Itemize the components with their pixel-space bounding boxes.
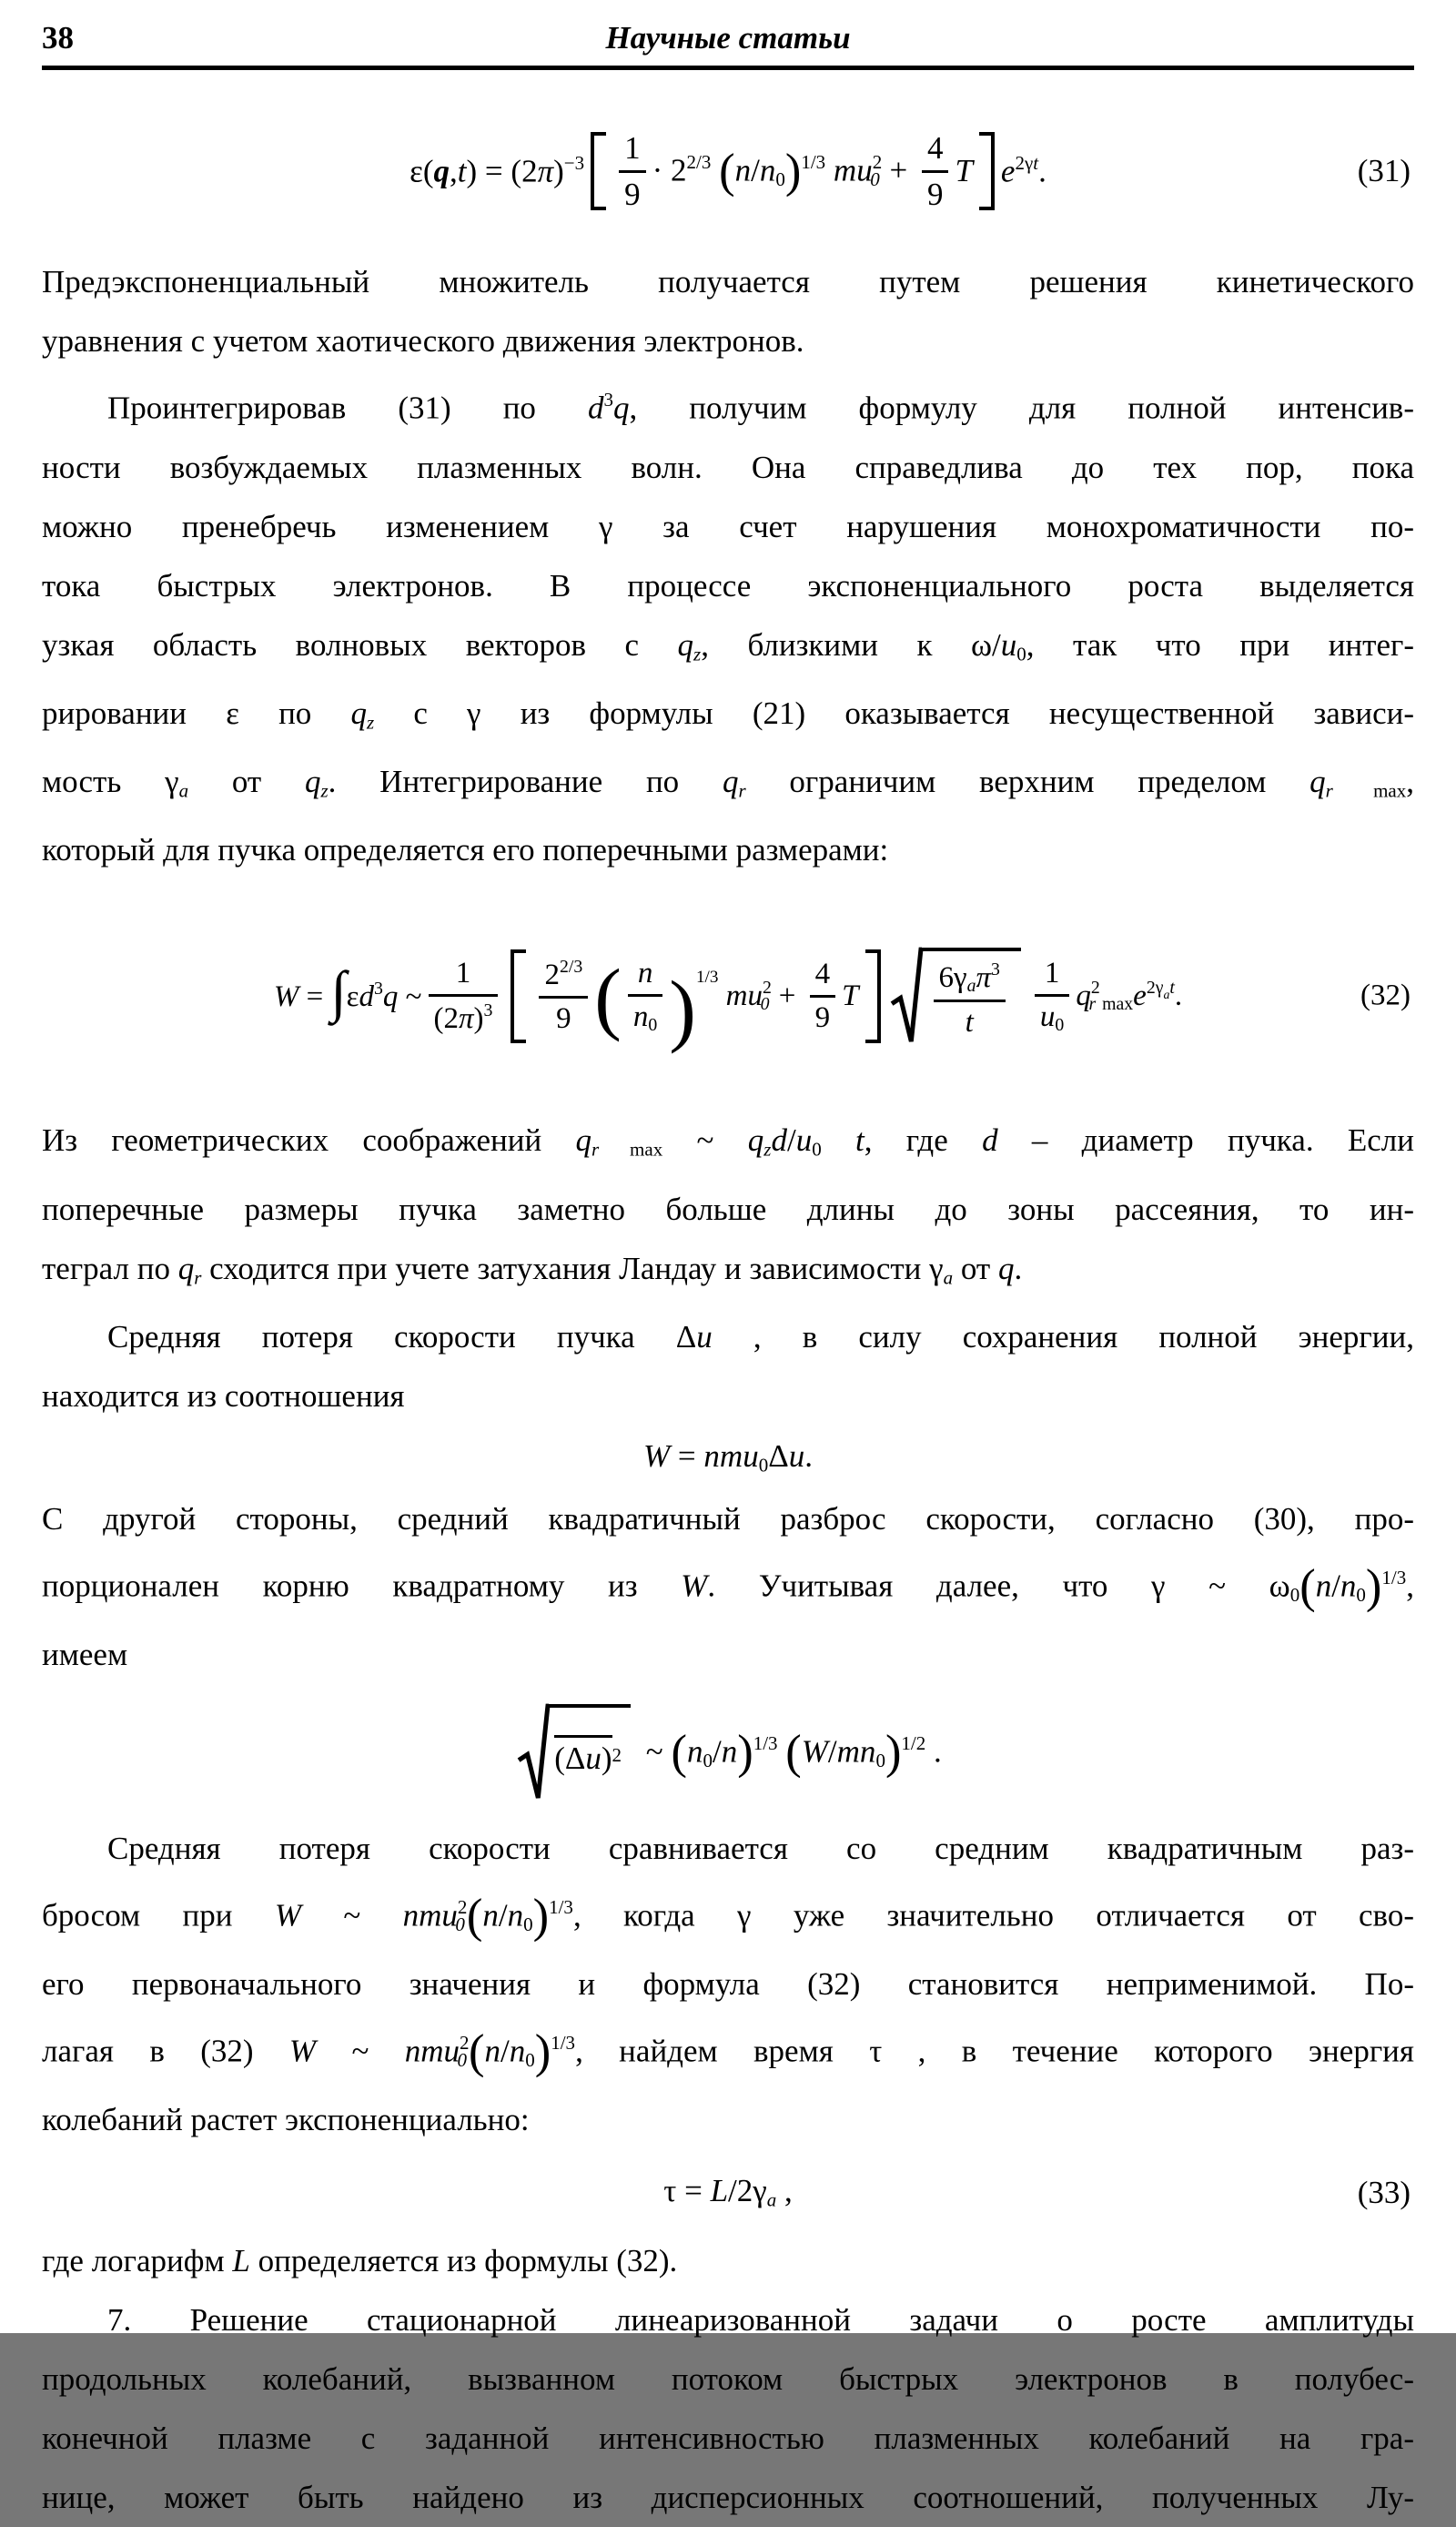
equation-number-32: (32) <box>1360 979 1410 1012</box>
text-line: С другой стороны, средний квадратичный разброс скорости, согласно (30), про- <box>42 1500 1414 1537</box>
equation-momentum-body <box>643 1438 813 1477</box>
text-line: Проинтегрировав (31) по $d^3q$, получим формулу для полной интенсив- <box>107 389 1414 426</box>
fraction-1-9 <box>619 130 646 211</box>
text-line: колебаний растет экспоненциально: <box>42 2101 530 2137</box>
equation-rms-body <box>514 1704 942 1801</box>
text-line: уравнения с учетом хаотического движения электронов. <box>42 323 804 359</box>
exponent-2: 2 <box>612 1744 622 1767</box>
fraction-bar <box>429 994 499 997</box>
text-line: где логарифм L определяется из формулы (32). <box>42 2242 678 2278</box>
text-line: Средняя потеря скорости сравнивается со средним квадратичным раз- <box>107 1830 1414 1866</box>
radical-sign-icon <box>891 948 922 1044</box>
text-line: можно пренебречь изменением γ за счет нарушения монохроматичности по- <box>42 508 1414 544</box>
denominator: $n_0$ <box>632 1000 658 1036</box>
eq31-lhs: $\varepsilon(q,t) = (2\pi)^{-3}$ <box>410 152 585 189</box>
fraction-1-2pi3 <box>429 957 499 1036</box>
denominator: 9 <box>624 176 641 212</box>
eq32-middle: $mu^20$ + <box>718 977 804 1014</box>
equation-rms <box>42 1693 1414 1812</box>
text-line: имеем <box>42 1636 128 1672</box>
equation-33 <box>42 2160 1414 2226</box>
text-line: поперечные размеры пучка заметно больше длины до зоны рассеяния, то ин- <box>42 1191 1414 1227</box>
radical-sign-icon <box>518 1704 549 1801</box>
left-square-bracket <box>511 949 526 1042</box>
text-line: теграл по qr сходится при учете затухания Ландау и зависимости γa от q. <box>42 1250 1023 1288</box>
denominator: $u_0$ <box>1039 1000 1065 1036</box>
text-line: который для пучка определяется его поперечными размерами: <box>42 832 889 868</box>
fraction-2-23-9 <box>539 957 588 1036</box>
page-number: 38 <box>42 20 74 56</box>
left-square-bracket <box>591 132 606 209</box>
text-line: бросом при W ~ $nmu^20(n/n_0)^{1/3}$, когда γ уже значительно отличается от сво- <box>42 1889 1415 1943</box>
fraction-bar <box>539 996 588 999</box>
text-line: порционален корню квадратному из W. Учитывая далее, что γ ~ $\omega_0(n/n_0)^{1/3}$, <box>42 1559 1414 1613</box>
denominator: 9 <box>926 176 944 212</box>
text-line: продольных колебаний, вызванном потоком быстрых электронов в полубес- <box>42 2360 1414 2397</box>
equation-33-body <box>663 2173 792 2211</box>
fraction-6gapi3-t <box>934 959 1006 1040</box>
denominator: 9 <box>814 1000 831 1034</box>
eq32-tail: $q^2r$ $_{max}e^{2\gamma at}$. <box>1076 977 1183 1014</box>
fraction-n-n0 <box>628 957 662 1035</box>
numerator: 4 <box>814 957 831 990</box>
radicand <box>549 1704 631 1801</box>
numerator: 6γaπ$^3$ <box>938 959 1000 997</box>
denominator: $(2\pi)^3$ <box>433 1000 493 1035</box>
fraction-bar <box>628 994 662 997</box>
text-line: Предэкспоненциальный множитель получается путем решения кинетического <box>42 264 1414 299</box>
text-line: ности возбуждаемых плазменных волн. Она справедлива до тех пор, пока <box>42 449 1414 485</box>
right-square-bracket <box>979 132 995 209</box>
eq31-middle: · $2^{2/3}$ $(n/n_0)^{1/3}$ $mu^20$ + <box>652 144 915 198</box>
radical <box>518 1704 631 1801</box>
numerator: $2^{2/3}$ <box>544 957 583 991</box>
eqw-expression: W = nmu$_0$Δu. <box>643 1437 813 1477</box>
right-square-bracket <box>865 949 881 1042</box>
big-close-paren: )$^{1/3}$ <box>669 965 719 1055</box>
eq31-T: T <box>955 153 973 188</box>
text-line: лагая в (32) W ~ $nmu^20(n/n_0)^{1/3}$, найдем время τ , в течение которого энергия <box>42 2025 1415 2078</box>
mean-overline: (Δu) <box>554 1735 612 1777</box>
text-line: тока быстрых электронов. В процессе экспоненциального роста выделяется <box>42 567 1414 604</box>
equation-31-body <box>410 130 1046 211</box>
eq33-expression: τ = L/2γa , <box>663 2173 793 2211</box>
text-line: мость γa от qz. Интегрирование по qr ограничим верхним пределом qr $_{max}$, <box>42 764 1415 802</box>
text-line: Из геометрических соображений qr $_{max}$ ~ qzd/$u_0$ t, где d – диаметр пучка. Если <box>42 1122 1414 1161</box>
numerator: 1 <box>624 130 641 167</box>
text-line: Средняя потеря скорости пучка Δu , в силу сохранения полной энергии, <box>107 1318 1414 1355</box>
fraction-bar <box>934 1000 1006 1002</box>
equation-32-body <box>273 948 1183 1055</box>
equation-momentum <box>42 1429 1414 1486</box>
big-open-paren: ( <box>594 953 622 1043</box>
text-line: его первоначального значения и формула (32) становится неприменимой. По- <box>42 1965 1414 2002</box>
equation-31 <box>42 103 1414 239</box>
fraction-4-9 <box>810 958 836 1035</box>
equation-number-31: (31) <box>1357 153 1410 188</box>
fraction-bar <box>619 170 646 173</box>
numerator: 1 <box>1044 957 1060 990</box>
eqrms-tail: ~ $(n_0/n)^{1/3}$ $(W/mn_0)^{1/2}$ . <box>638 1725 942 1779</box>
text-line: рировании ε по qz с γ из формулы (21) оказывается несущественной зависи- <box>42 695 1414 734</box>
denominator: 9 <box>556 1001 571 1035</box>
eq31-exp: $e^{2\gamma t}$. <box>1000 152 1046 189</box>
numerator: n <box>637 957 653 990</box>
running-head: Научные статьи <box>605 20 851 56</box>
fraction-bar <box>922 170 949 173</box>
text-line: находится из соотношения <box>42 1377 405 1414</box>
radical <box>891 948 1021 1044</box>
fraction-bar <box>810 995 836 998</box>
equation-number-33: (33) <box>1357 2174 1410 2210</box>
eq32-lhs: $W = \int\varepsilon d^3q$ ~ <box>273 959 422 1023</box>
fraction-bar <box>1035 994 1069 997</box>
numerator: 4 <box>926 130 944 167</box>
text-line: нице, может быть найдено из дисперсионных соотношений, полученных Лу- <box>42 2479 1414 2515</box>
text-line: узкая область волновых векторов с qz, близкими к $\omega/u_0$, так что при интег- <box>42 626 1414 665</box>
denominator: t <box>965 1006 974 1040</box>
equation-32 <box>42 896 1414 1096</box>
text-line: 7. Решение стационарной линеаризованной задачи о росте амплитуды <box>107 2301 1414 2338</box>
numerator: 1 <box>455 957 471 989</box>
fraction-1-u0 <box>1035 957 1069 1035</box>
text-line: конечной плазме с заданной интенсивностью плазменных колебаний на гра- <box>42 2420 1414 2456</box>
header-rule <box>42 66 1414 70</box>
fraction-4-9 <box>922 130 949 211</box>
radicand <box>922 948 1021 1044</box>
eq32-T: T <box>842 979 859 1012</box>
page-header <box>42 18 1414 58</box>
